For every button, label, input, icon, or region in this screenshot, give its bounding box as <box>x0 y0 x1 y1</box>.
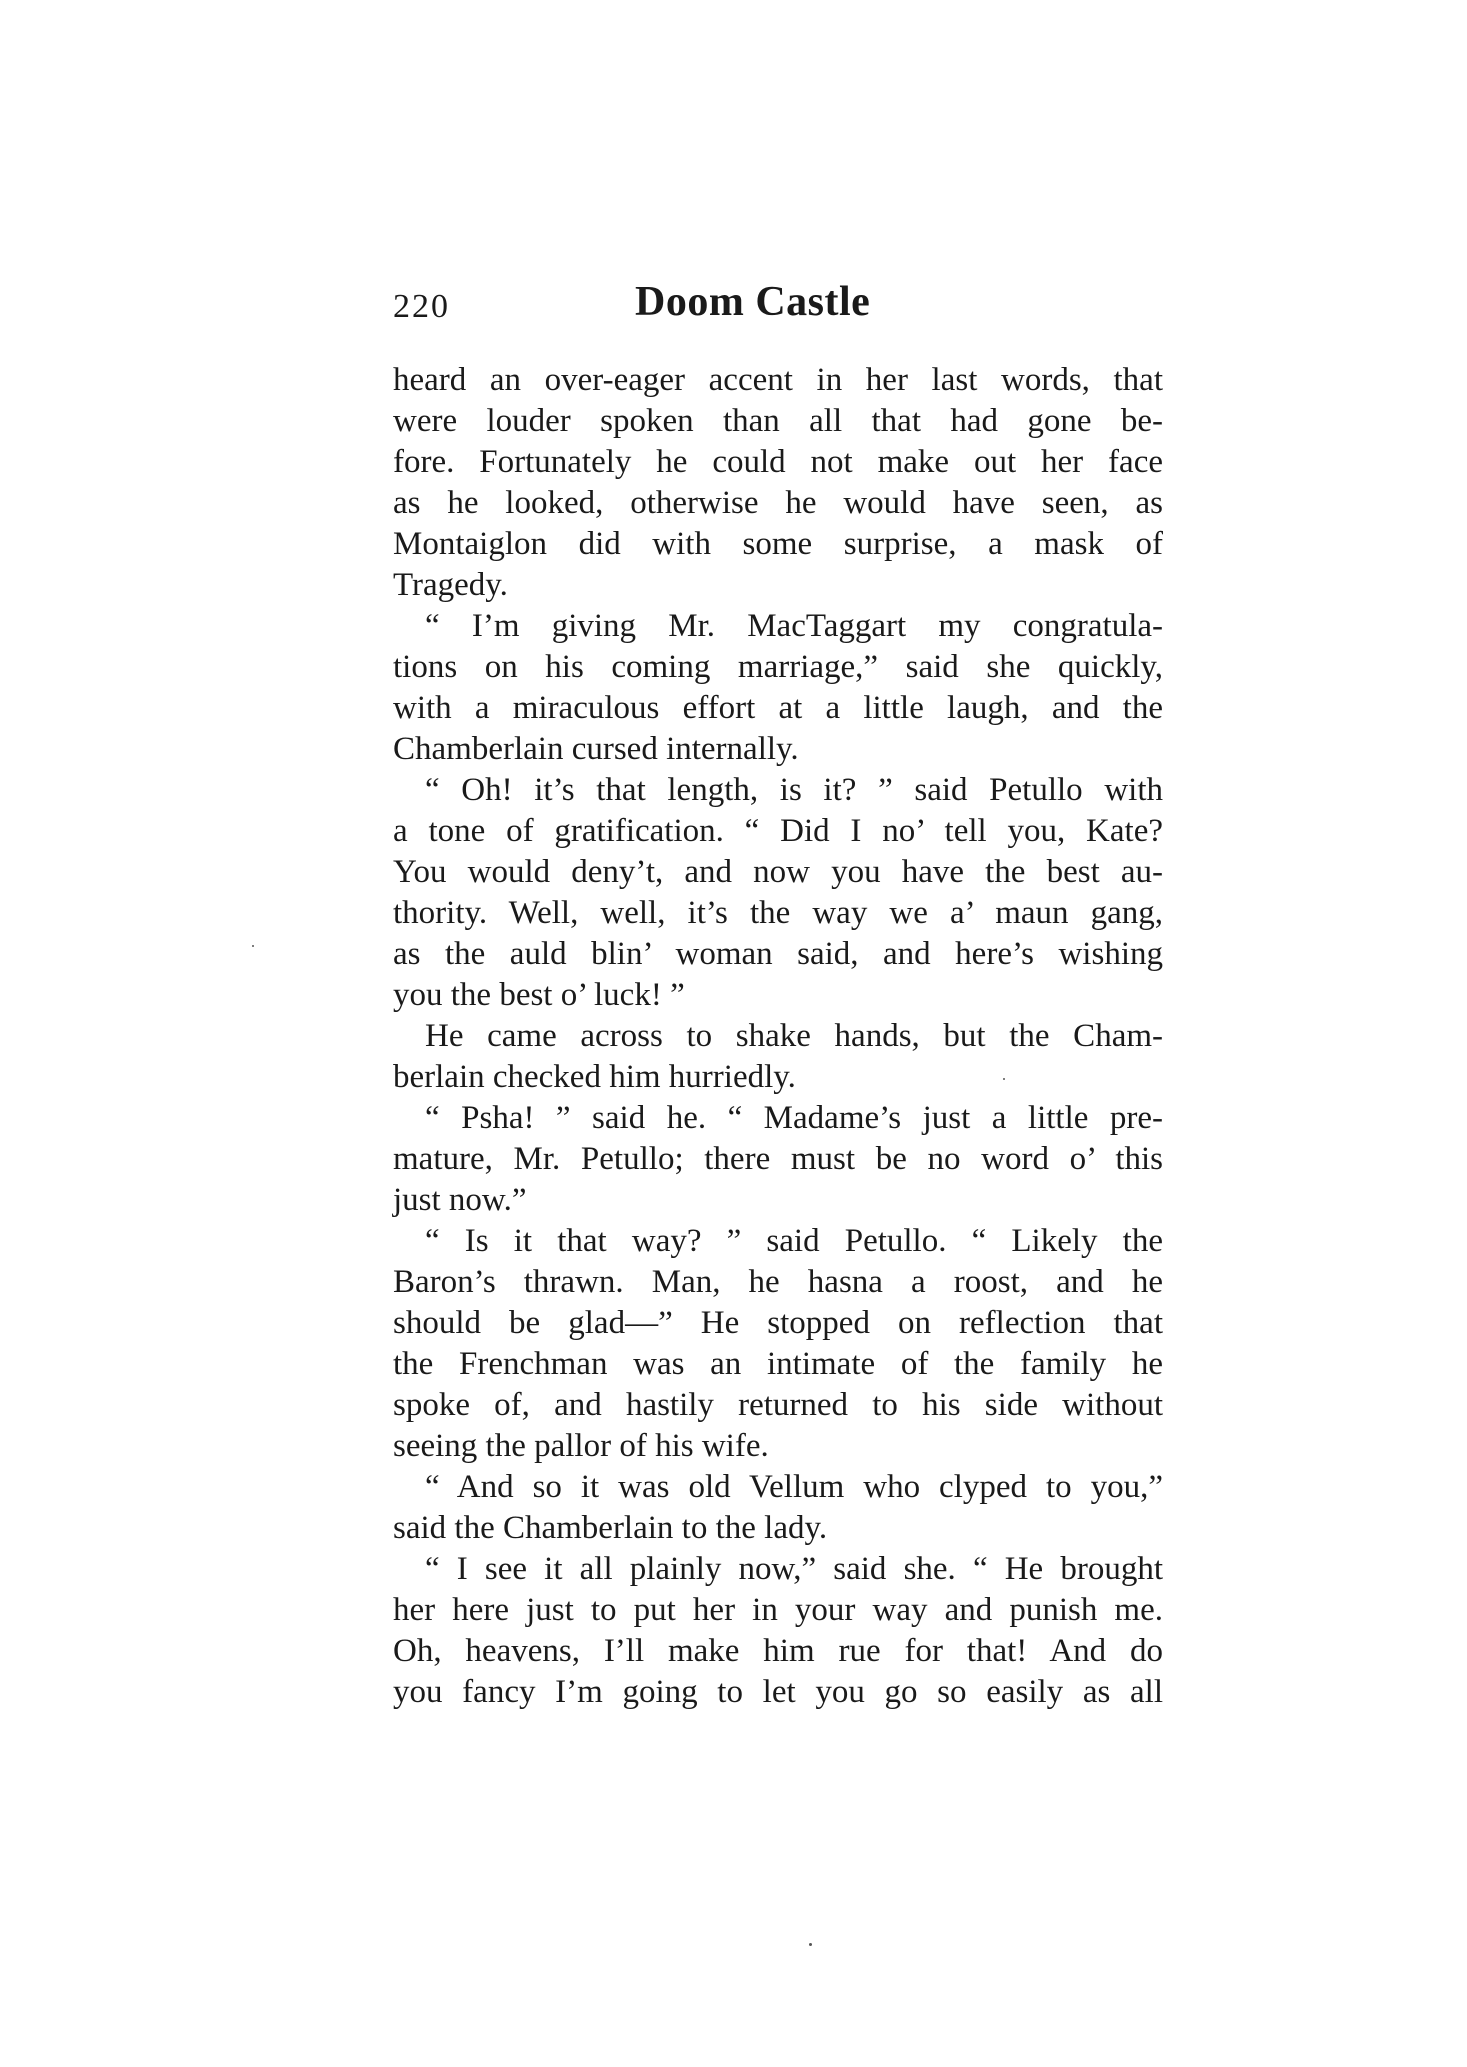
scan-speck <box>809 1943 812 1946</box>
text-line: berlain checked him hurriedly. <box>393 1059 796 1095</box>
text-line: “ I’m giving Mr. MacTaggart my congratula- <box>425 608 1163 644</box>
text-line: fore. Fortunately he could not make out her face <box>393 444 1163 480</box>
text-line: Tragedy. <box>393 567 508 603</box>
running-title: Doom Castle <box>635 279 871 325</box>
body-text <box>393 360 1163 1713</box>
page-number: 220 <box>393 288 450 325</box>
scan-speck <box>252 945 254 947</box>
text-line: were louder spoken than all that had gone be- <box>393 403 1163 439</box>
text-line: a tone of gratification. “ Did I no’ tell you, Kate? <box>393 813 1163 849</box>
text-line: heard an over-eager accent in her last words, that <box>393 362 1163 398</box>
text-line: the Frenchman was an intimate of the family he <box>393 1346 1163 1382</box>
text-line: as the auld blin’ woman said, and here’s wishing <box>393 936 1163 972</box>
text-line: tions on his coming marriage,” said she quickly, <box>393 649 1163 685</box>
text-line: should be glad—” He stopped on reflection that <box>393 1305 1163 1341</box>
text-line: you the best o’ luck! ” <box>393 977 685 1013</box>
text-line: you fancy I’m going to let you go so easily as all <box>393 1674 1163 1710</box>
text-line: her here just to put her in your way and punish me. <box>393 1592 1163 1628</box>
scan-speck <box>1003 1078 1005 1080</box>
text-line: with a miraculous effort at a little laugh, and the <box>393 690 1163 726</box>
text-line: Montaiglon did with some surprise, a mask of <box>393 526 1163 562</box>
text-line: Chamberlain cursed internally. <box>393 731 799 767</box>
text-line: He came across to shake hands, but the Cham- <box>425 1018 1163 1054</box>
text-line: spoke of, and hastily returned to his side without <box>393 1387 1163 1423</box>
text-line: said the Chamberlain to the lady. <box>393 1510 828 1546</box>
text-line: You would deny’t, and now you have the best au- <box>393 854 1163 890</box>
text-line: “ Is it that way? ” said Petullo. “ Likely the <box>425 1223 1163 1259</box>
text-line: “ Oh! it’s that length, is it? ” said Petullo with <box>425 772 1163 808</box>
text-line: “ I see it all plainly now,” said she. “ He brought <box>425 1551 1163 1587</box>
text-line: as he looked, otherwise he would have seen, as <box>393 485 1163 521</box>
text-line: Oh, heavens, I’ll make him rue for that! And do <box>393 1633 1163 1669</box>
text-line: thority. Well, well, it’s the way we a’ maun gang, <box>393 895 1163 931</box>
text-line: “ Psha! ” said he. “ Madame’s just a little pre- <box>425 1100 1163 1136</box>
text-line: seeing the pallor of his wife. <box>393 1428 769 1464</box>
text-line: “ And so it was old Vellum who clyped to you,” <box>425 1469 1163 1505</box>
text-line: mature, Mr. Petullo; there must be no word o’ this <box>393 1141 1163 1177</box>
text-line: just now.” <box>393 1182 527 1218</box>
text-line: Baron’s thrawn. Man, he hasna a roost, and he <box>393 1264 1163 1300</box>
page-header <box>393 278 1163 338</box>
